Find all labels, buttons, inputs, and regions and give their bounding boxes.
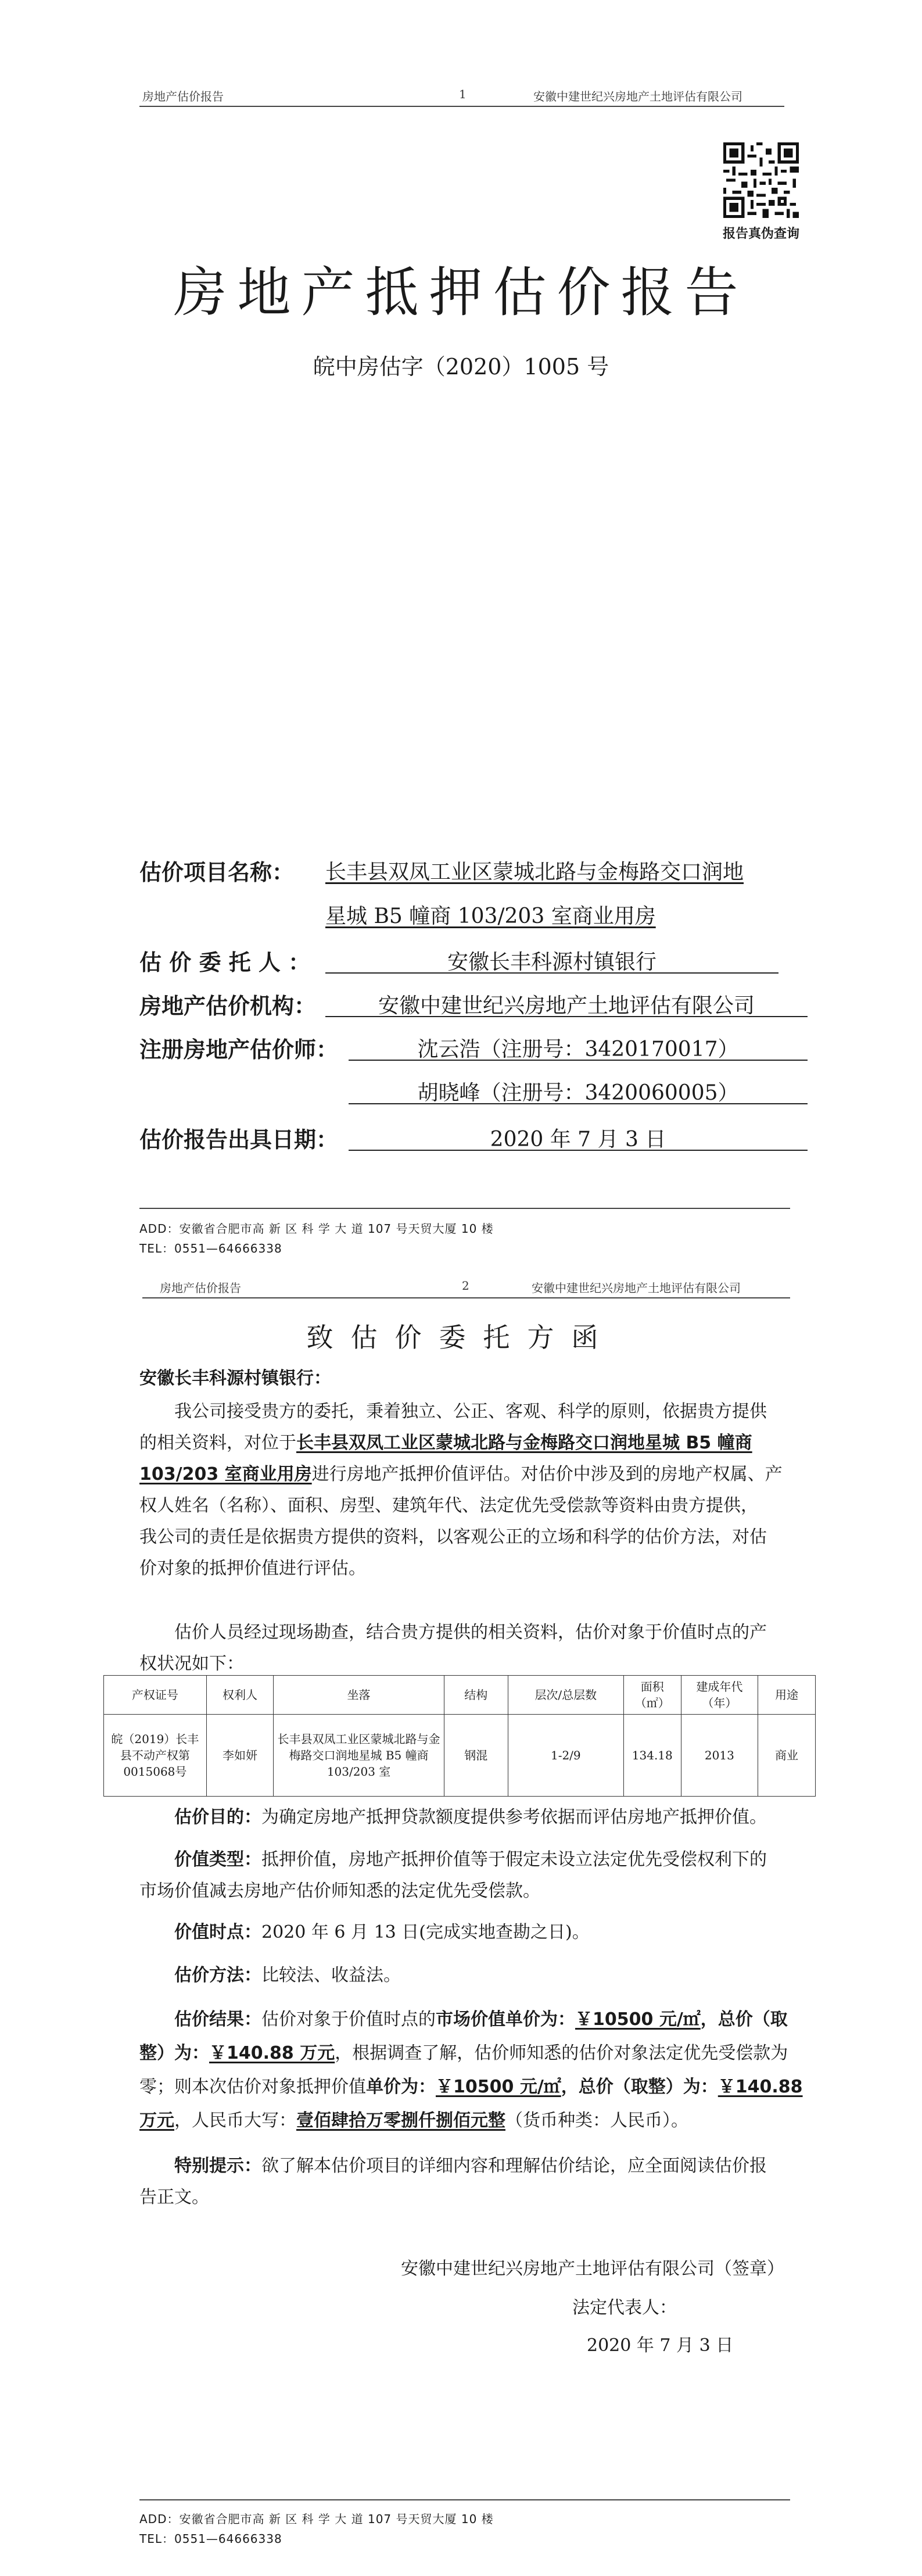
qr-caption: 报告真伪查询 (722, 227, 799, 241)
col-year: 建成年代（年） (681, 1676, 758, 1715)
col-floor: 层次/总层数 (508, 1676, 623, 1715)
letter-title: 致估价委托方函 (306, 1322, 616, 1353)
footer-rule (139, 1208, 790, 1209)
col-cert-no: 产权证号 (104, 1676, 207, 1715)
table-header-row (104, 1676, 816, 1715)
appraiser2-value: 胡晓峰（注册号：3420060005） (417, 1081, 739, 1105)
appraiser-label: 注册房地产估价师： (139, 1037, 339, 1062)
document-number: 皖中房估字（2020）1005 号 (313, 354, 609, 380)
signature-date: 2020 年 7 月 3 日 (587, 2335, 734, 2356)
footer-address: ADD：安徽省合肥市高 新 区 科 学 大 道 107 号天贸大厦 10 楼 (139, 1222, 494, 1236)
footer-address: ADD：安徽省合肥市高 新 区 科 学 大 道 107 号天贸大厦 10 楼 (139, 2512, 494, 2526)
purpose-paragraph: 估价目的：为确定房地产抵押贷款额度提供参考依据而评估房地产抵押价值。 (174, 1807, 767, 1827)
col-owner: 权利人 (206, 1676, 274, 1715)
intro-paragraph: 我公司接受贵方的委托，秉着独立、公正、客观、科学的原则，依据贵方提供 的相关资料，对位于长丰县双凤工业区蒙城北路与金梅路交口润地星城 B5 幢商 103/203 室商业用房进行房地产抵押价值评估。对估价中涉及到的房地产权属、产 权人姓名（名称）、面积、房型、建筑年代、法定优先受偿款等资料由贵方提供， 我公司的责任是依据贵方提供的资料，以客观公正的立场和科学的估价方法，对估 价对象的抵押价值进行评估。 (139, 1401, 783, 1579)
cell-owner: 李如妍 (206, 1715, 274, 1797)
header-rule (139, 106, 784, 107)
value-date-paragraph: 价值时点：2020 年 6 月 13 日(完成实地查勘之日)。 (174, 1922, 590, 1942)
col-location: 坐落 (274, 1676, 444, 1715)
header-rule (142, 1297, 790, 1298)
header-title: 房地产估价报告 (142, 90, 224, 103)
cell-floor: 1-2/9 (508, 1715, 623, 1797)
report-date-value: 2020 年 7 月 3 日 (490, 1128, 666, 1151)
header-page-number: 1 (459, 87, 467, 101)
header-title: 房地产估价报告 (160, 1281, 241, 1295)
report-date-label: 估价报告出具日期： (139, 1127, 339, 1153)
special-tip-paragraph: 特别提示：欲了解本估价项目的详细内容和理解估价结论，应全面阅读估价报 告正文。 (139, 2156, 767, 2208)
cell-use: 商业 (758, 1715, 816, 1797)
project-name-label: 估价项目名称： (139, 860, 295, 885)
col-area: 面积（㎡） (623, 1676, 681, 1715)
footer-rule (139, 2499, 790, 2500)
project-name-line2: 星城 B5 幢商 103/203 室商业用房 (325, 904, 656, 928)
report-title: 房地产抵押估价报告 (173, 262, 749, 324)
cell-year: 2013 (681, 1715, 758, 1797)
cell-area: 134.18 (623, 1715, 681, 1797)
salutation: 安徽长丰科源村镇银行： (139, 1368, 331, 1389)
cell-structure: 钢混 (444, 1715, 508, 1797)
signature-company: 安徽中建世纪兴房地产土地评估有限公司（签章） (401, 2259, 784, 2279)
client-label: 估 价 委 托 人 ： (139, 950, 311, 975)
header-page-number: 2 (462, 1279, 469, 1293)
header-company: 安徽中建世纪兴房地产土地评估有限公司 (532, 1281, 741, 1295)
agency-label: 房地产估价机构： (139, 993, 317, 1019)
result-paragraph: 估价结果：估价对象于价值时点的市场价值单价为：￥10500 元/㎡，总价（取 整）为：￥140.88 万元，根据调查了解，估价师知悉的估价对象法定优先受偿款为 零；则本次估价对象抵押价值单价为：￥10500 元/㎡，总价（取整）为：￥140.88 万元，人民币大写：壹佰肆拾万零捌仟捌佰元整（货币种类：人民币）。 (139, 2009, 803, 2131)
cell-cert-no: 皖（2019）长丰县不动产权第0015068号 (104, 1715, 207, 1797)
col-use: 用途 (758, 1676, 816, 1715)
agency-value: 安徽中建世纪兴房地产土地评估有限公司 (378, 994, 755, 1018)
client-value: 安徽长丰科源村镇银行 (447, 950, 656, 974)
property-table (103, 1675, 816, 1797)
qr-code[interactable] (723, 142, 799, 218)
cell-location: 长丰县双凤工业区蒙城北路与金梅路交口润地星城 B5 幢商103/203 室 (274, 1715, 444, 1797)
method-paragraph: 估价方法：比较法、收益法。 (174, 1965, 401, 1985)
appraiser1-value: 沈云浩（注册号：3420170017） (417, 1037, 739, 1061)
header-company: 安徽中建世纪兴房地产土地评估有限公司 (533, 90, 742, 103)
survey-paragraph: 估价人员经过现场勘查，结合贵方提供的相关资料，估价对象于价值时点的产 权状况如下： (139, 1622, 767, 1674)
footer-phone: TEL：0551—64666338 (139, 1242, 282, 1255)
col-structure: 结构 (444, 1676, 508, 1715)
footer-phone: TEL：0551—64666338 (139, 2532, 282, 2546)
project-name-line1: 长丰县双凤工业区蒙城北路与金梅路交口润地 (325, 860, 744, 884)
legal-representative-label: 法定代表人： (572, 2298, 677, 2318)
table-row (104, 1715, 816, 1797)
value-type-paragraph: 价值类型：抵押价值，房地产抵押价值等于假定未设立法定优先受偿权利下的 市场价值减去房地产估价师知悉的法定优先受偿款。 (139, 1849, 767, 1901)
